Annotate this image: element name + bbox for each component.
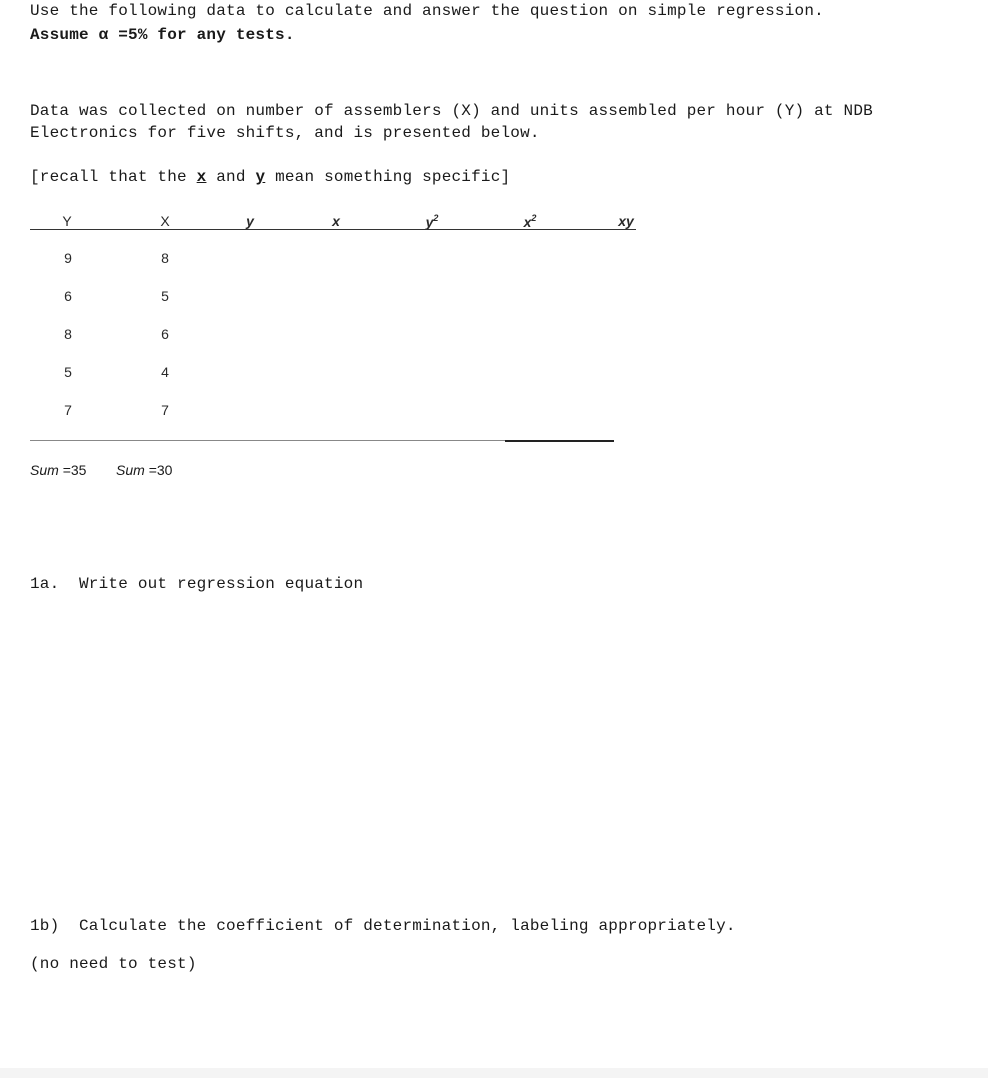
recall-note [30, 168, 510, 186]
recall-y-symbol: y [255, 168, 266, 186]
sum-Y-value: =35 [62, 462, 87, 478]
table-bottom-rule [30, 440, 505, 441]
table-bottom-rule-heavy [505, 440, 614, 442]
header-x-squared-base: x [523, 214, 532, 230]
cell-Y: 7 [64, 402, 72, 418]
cell-Y: 8 [64, 326, 72, 342]
header-Y: Y [62, 213, 72, 229]
sum-X [116, 462, 172, 478]
sum-Y [30, 462, 86, 478]
cell-X: 4 [161, 364, 169, 380]
question-1a: 1a. Write out regression equation [30, 575, 364, 593]
recall-x-symbol: x [196, 168, 207, 186]
header-x-squared-exponent: 2 [531, 213, 537, 223]
header-y-squared-base: y [425, 214, 434, 230]
data-description-line-2: Electronics for five shifts, and is presented below. [30, 124, 540, 142]
cell-Y: 9 [64, 250, 72, 266]
sum-label: Sum [116, 462, 145, 478]
cell-X: 7 [161, 402, 169, 418]
recall-middle: and [206, 168, 256, 186]
sum-X-value: =30 [148, 462, 173, 478]
instructions-line: Use the following data to calculate and answer the question on simple regression. [30, 2, 824, 20]
header-X: X [160, 213, 170, 229]
recall-prefix: [recall that the [30, 168, 197, 186]
cell-X: 5 [161, 288, 169, 304]
cell-X: 6 [161, 326, 169, 342]
question-1b-note: (no need to test) [30, 955, 197, 973]
cell-Y: 6 [64, 288, 72, 304]
page-bottom-edge [0, 1068, 988, 1078]
header-xy: xy [618, 213, 634, 229]
table-top-rule [30, 229, 636, 230]
recall-suffix: mean something specific] [265, 168, 511, 186]
data-description-line-1: Data was collected on number of assemblers (X) and units assembled per hour (Y) at NDB [30, 102, 873, 120]
cell-X: 8 [161, 250, 169, 266]
sum-label: Sum [30, 462, 59, 478]
header-y-squared-exponent: 2 [433, 213, 439, 223]
header-y-squared [426, 213, 439, 230]
alpha-assumption: Assume α =5% for any tests. [30, 26, 295, 44]
header-x-squared [524, 213, 537, 230]
cell-Y: 5 [64, 364, 72, 380]
header-y-deviation: y [246, 213, 254, 229]
question-1b: 1b) Calculate the coefficient of determination, labeling appropriately. [30, 917, 736, 935]
header-x-deviation: x [332, 213, 340, 229]
